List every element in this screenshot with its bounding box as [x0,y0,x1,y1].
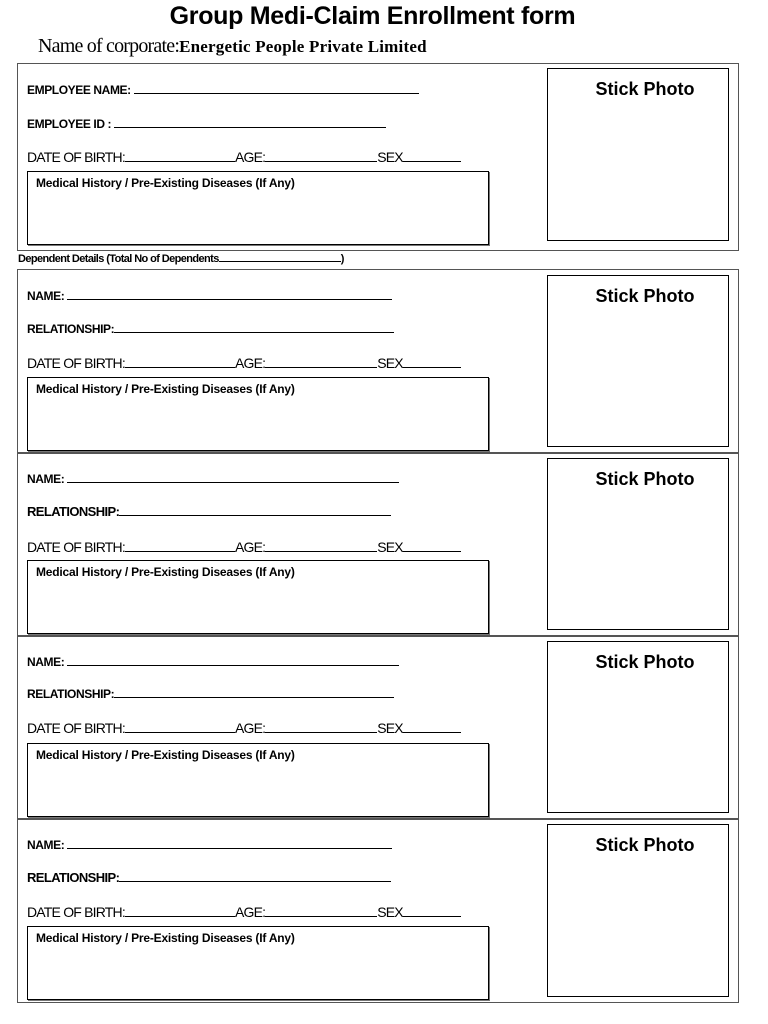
dob-field[interactable] [125,357,235,368]
sex-field[interactable] [403,151,461,162]
corporate-label: Name of corporate: [38,35,180,57]
form-title: Group Medi-Claim Enrollment form [169,2,576,30]
dependent-dob-row [27,540,461,555]
relationship-field[interactable] [114,687,394,698]
dependent-section-4 [17,819,739,1003]
photo-box[interactable] [547,641,729,813]
dob-label: DATE OF BIRTH: [27,539,125,555]
relationship-label: RELATIONSHIP: [27,504,120,519]
dependent-header-close: ) [340,253,344,265]
dependent-dob-row [27,356,461,371]
corporate-line [38,35,427,58]
sex-field[interactable] [403,357,461,368]
sex-label: SEX [377,720,403,736]
dob-field[interactable] [125,541,235,552]
stick-photo-label: Stick Photo [595,286,695,306]
photo-box[interactable] [547,824,729,997]
stick-photo-label: Stick Photo [595,835,695,855]
age-label: AGE: [234,149,266,165]
sex-field[interactable] [403,906,461,917]
age-field[interactable] [265,541,377,552]
dependent-dob-row [27,721,461,736]
dependent-name-label: NAME: [27,472,65,486]
dependent-details-label: Dependent Details (Total No of Dependents [18,253,219,265]
dependent-relationship-row [27,322,394,336]
dependent-name-field[interactable] [67,655,399,666]
age-field[interactable] [265,722,377,733]
dependent-name-field[interactable] [67,289,392,300]
dependent-section-1 [17,269,739,453]
stick-photo-label: Stick Photo [595,79,695,99]
medical-history-box[interactable] [27,171,489,245]
stick-photo-label: Stick Photo [595,469,695,489]
dependent-name-field[interactable] [67,838,392,849]
dependent-details-header [18,252,344,265]
age-field[interactable] [265,151,377,162]
age-label: AGE: [234,539,266,555]
age-field[interactable] [265,906,377,917]
relationship-label: RELATIONSHIP: [27,322,115,336]
relationship-field[interactable] [119,871,391,882]
medical-history-box[interactable] [27,743,489,817]
employee-id-row [27,117,386,131]
employee-section [17,63,739,251]
relationship-label: RELATIONSHIP: [27,870,120,885]
relationship-field[interactable] [119,505,391,516]
dependent-section-3 [17,636,739,819]
dob-label: DATE OF BIRTH: [27,720,125,736]
sex-field[interactable] [403,541,461,552]
sex-field[interactable] [403,722,461,733]
dob-label: DATE OF BIRTH: [27,149,125,165]
dependent-name-label: NAME: [27,289,65,303]
sex-label: SEX [377,904,403,920]
relationship-label: RELATIONSHIP: [27,687,115,701]
sex-label: SEX [377,539,403,555]
photo-box[interactable] [547,458,729,630]
photo-box[interactable] [547,68,729,241]
dependent-relationship-row [27,687,394,701]
dependent-name-label: NAME: [27,838,65,852]
dependent-name-row [27,838,392,852]
medical-history-label: Medical History / Pre-Existing Diseases (If Any) [36,382,295,396]
age-field[interactable] [265,357,377,368]
dob-field[interactable] [125,906,235,917]
medical-history-label: Medical History / Pre-Existing Diseases (If Any) [36,565,295,579]
dependent-relationship-row [27,505,391,519]
medical-history-label: Medical History / Pre-Existing Diseases (If Any) [36,931,295,945]
employee-id-field[interactable] [114,117,386,128]
corporate-name: Energetic People Private Limited [179,37,427,56]
dependent-name-row [27,655,399,669]
age-label: AGE: [234,355,266,371]
dob-label: DATE OF BIRTH: [27,355,125,371]
relationship-field[interactable] [114,322,394,333]
dob-field[interactable] [125,722,235,733]
age-label: AGE: [234,904,266,920]
employee-name-label: EMPLOYEE NAME: [27,83,131,97]
sex-label: SEX [377,149,403,165]
employee-id-label: EMPLOYEE ID : [27,117,112,131]
dependent-name-label: NAME: [27,655,65,669]
dependent-section-2 [17,453,739,636]
dependent-name-field[interactable] [67,472,399,483]
stick-photo-label: Stick Photo [595,652,695,672]
medical-history-box[interactable] [27,560,489,634]
photo-box[interactable] [547,275,729,447]
sex-label: SEX [377,355,403,371]
dob-field[interactable] [125,151,235,162]
medical-history-box[interactable] [27,926,489,1000]
dob-label: DATE OF BIRTH: [27,904,125,920]
dependent-dob-row [27,905,461,920]
medical-history-label: Medical History / Pre-Existing Diseases (If Any) [36,748,295,762]
medical-history-label: Medical History / Pre-Existing Diseases (If Any) [36,176,295,190]
employee-name-row [27,83,419,97]
medical-history-box[interactable] [27,377,489,451]
dependent-count-field[interactable] [219,252,341,262]
dependent-relationship-row [27,871,391,885]
employee-dob-row [27,150,461,165]
age-label: AGE: [234,720,266,736]
employee-name-field[interactable] [134,83,419,94]
dependent-name-row [27,472,399,486]
dependent-name-row [27,289,392,303]
